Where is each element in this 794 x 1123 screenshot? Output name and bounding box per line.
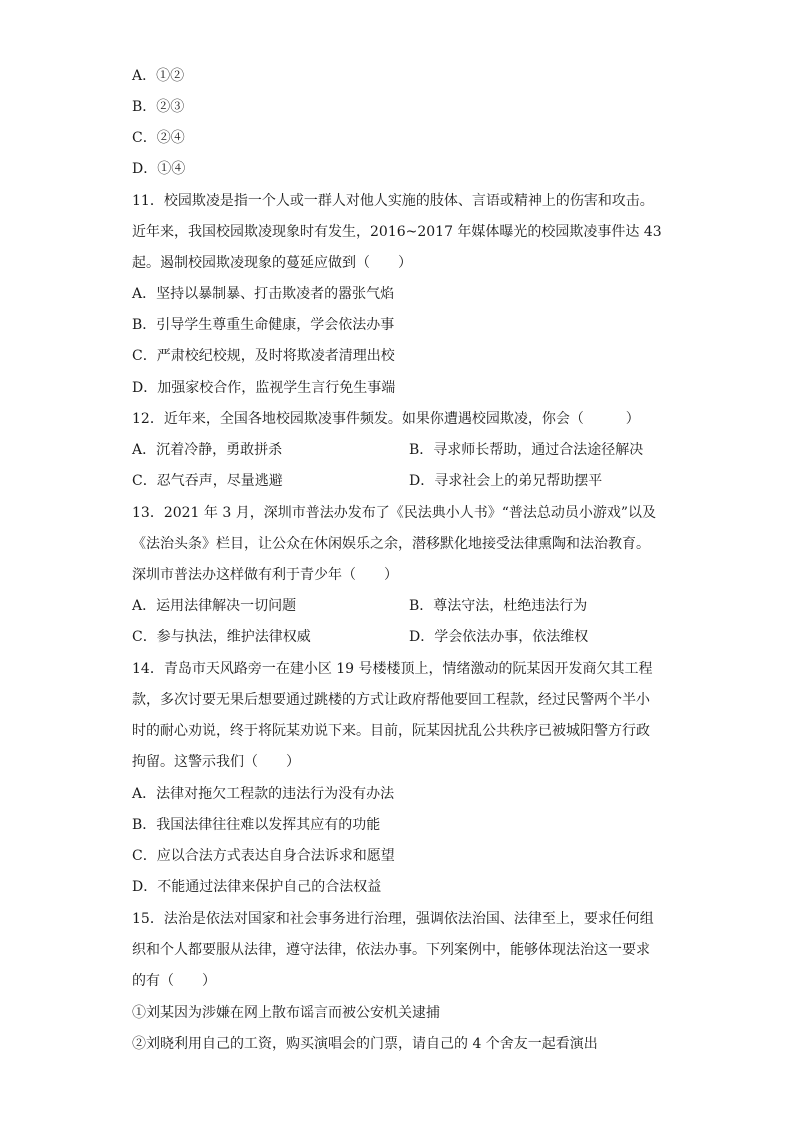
q14-option-a: A．法律对拖欠工程款的违法行为没有办法 xyxy=(132,786,395,802)
q13-stem-line-3: 深圳市普法办这样做有利于青少年（ ） xyxy=(132,567,398,583)
q14-option-d: D．不能通过法律来保护自己的合法权益 xyxy=(132,879,382,895)
q11-stem-line-2: 近年来，我国校园欺凌现象时有发生，2016~2017 年媒体曝光的校园欺凌事件达 43 xyxy=(132,224,662,240)
q10-option-b: B．②③ xyxy=(132,99,185,115)
q14-stem-line-2: 款，多次讨要无果后想要通过跳楼的方式让政府帮他要回工程款，经过民警两个半小 xyxy=(132,692,650,708)
q12-option-d: D．寻求社会上的弟兄帮助摆平 xyxy=(409,473,603,489)
q14-option-b: B．我国法律往往难以发挥其应有的功能 xyxy=(132,817,381,833)
q15-stem-line-2: 织和个人都要服从法律，遵守法律，依法办事。下列案例中，能够体现法治这一要求 xyxy=(132,942,650,958)
q14-stem-line-4: 拘留。这警示我们（ ） xyxy=(132,754,300,770)
q11-option-c: C．严肃校纪校规，及时将欺凌者清理出校 xyxy=(132,348,395,364)
q10-option-a: A．①② xyxy=(132,68,185,84)
q12-option-c: C．忍气吞声，尽量逃避 xyxy=(132,473,283,489)
q13-stem-line-2: 《法治头条》栏目，让公众在休闲娱乐之余，潜移默化地接受法律熏陶和法治教育。 xyxy=(132,536,650,552)
q12-option-a: A．沉着冷静，勇敢拼杀 xyxy=(132,442,283,458)
q15-item-1: ①刘某因为涉嫌在网上散布谣言而被公安机关逮捕 xyxy=(132,1005,440,1021)
q13-stem-line-1: 13．2021 年 3 月，深圳市普法办发布了《民法典小人书》“普法总动员小游戏”以及 xyxy=(132,505,657,521)
q11-option-a: A．坚持以暴制暴、打击欺凌者的嚣张气焰 xyxy=(132,286,395,302)
q15-stem-line-3: 的有（ ） xyxy=(132,973,216,989)
q13-option-c: C．参与执法，维护法律权威 xyxy=(132,629,311,645)
q11-stem-line-1: 11．校园欺凌是指一个人或一群人对他人实施的肢体、言语或精神上的伤害和攻击。 xyxy=(132,193,654,209)
q11-stem-line-3: 起。遏制校园欺凌现象的蔓延应做到（ ） xyxy=(132,255,412,271)
q14-option-c: C．应以合法方式表达自身合法诉求和愿望 xyxy=(132,848,395,864)
q10-option-d: D．①④ xyxy=(132,161,186,177)
q15-stem-line-1: 15．法治是依法对国家和社会事务进行治理，强调依法治国、法律至上，要求任何组 xyxy=(132,911,654,927)
q14-stem-line-3: 时的耐心劝说，终于将阮某劝说下来。目前，阮某因扰乱公共秩序已被城阳警方行政 xyxy=(132,723,650,739)
q11-option-d: D．加强家校合作，监视学生言行免生事端 xyxy=(132,380,396,396)
q15-item-2: ②刘晓利用自己的工资，购买演唱会的门票，请自己的 4 个舍友一起看演出 xyxy=(132,1036,598,1052)
q11-option-b: B．引导学生尊重生命健康，学会依法办事 xyxy=(132,317,395,333)
q13-option-b: B．尊法守法，杜绝违法行为 xyxy=(409,598,588,614)
q13-option-a: A．运用法律解决一切问题 xyxy=(132,598,297,614)
q13-option-d: D．学会依法办事，依法维权 xyxy=(409,629,589,645)
q12-stem: 12．近年来，全国各地校园欺凌事件频发。如果你遭遇校园欺凌，你会（ ） xyxy=(132,411,640,427)
q14-stem-line-1: 14．青岛市天风路旁一在建小区 19 号楼楼顶上，情绪激动的阮某因开发商欠其工程 xyxy=(132,661,653,677)
q10-option-c: C．②④ xyxy=(132,130,185,146)
q12-option-b: B．寻求师长帮助，通过合法途径解决 xyxy=(409,442,644,458)
